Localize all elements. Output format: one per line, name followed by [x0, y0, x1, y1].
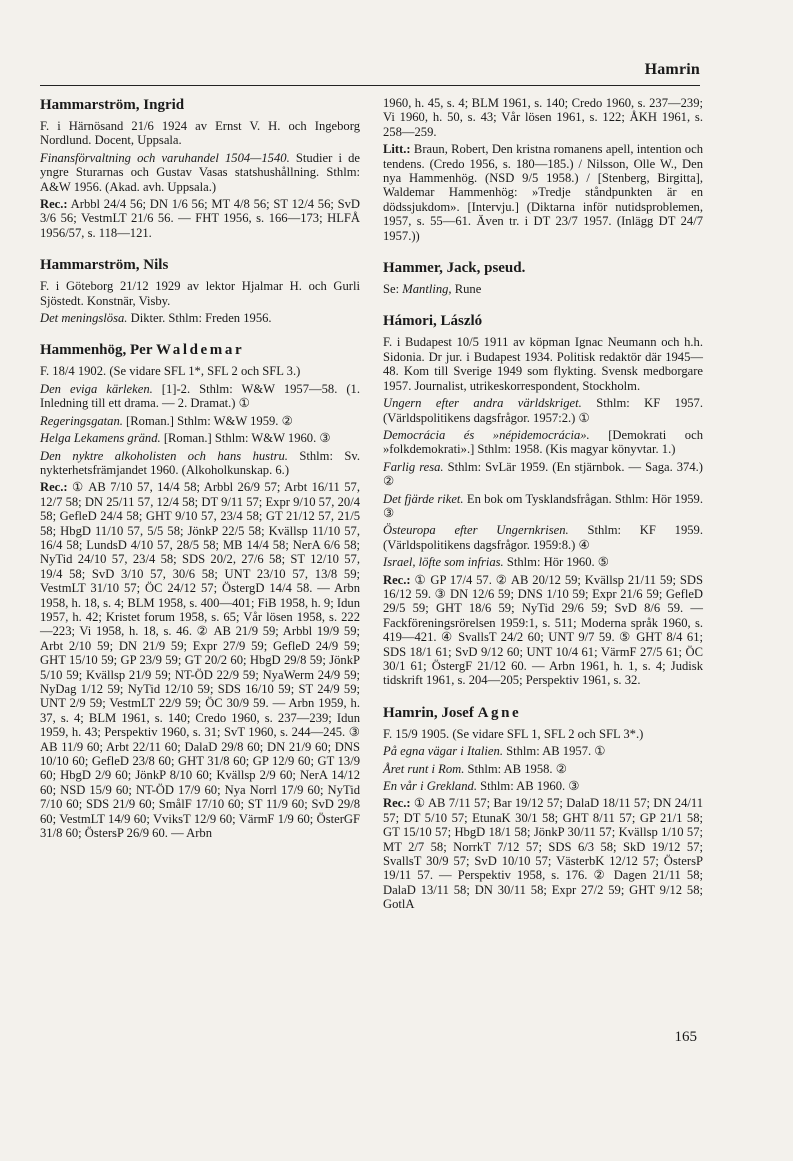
- work-details: Sthlm: KF 1957. (Världspolitikens dagsfrågor. 1957:2.) ①: [383, 396, 703, 425]
- header-rule: [40, 85, 700, 86]
- work-item: [383, 428, 703, 457]
- literature: [383, 142, 703, 243]
- reviews: [40, 480, 360, 840]
- rec-text: ① GP 17/4 57. ② AB 20/12 59; Kvällsp 21/11 59; SDS 16/12 59. ③ DN 12/6 59; DNS 1/10 59; Expr 21/6 59; GefleD 29/5 59; GHT 18/6 59; NyTid 29/6 59; SvD 8/6 59. — Fackföreningsrörelsen 1959:1, s. 511; Moderna språk 1960, s. 419—421. ④ SvallsT 24/2 60; UNT 9/7 59. ⑤ GHT 8/4 61; SDS 18/1 61; SvD 9/12 60; UNT 10/4 61; VärmF 27/5 61; ÖC 30/1 61; ÖstergF 21/12 60. — Arbn 1961, h. 1, s. 4; Judisk tidskrift 1961, s. 204—205; Perspektiv 1961, s. 32.: [383, 572, 703, 688]
- work-item: [40, 414, 360, 428]
- work-details: Dikter. Sthlm: Freden 1956.: [127, 311, 272, 326]
- work-item: [40, 382, 360, 411]
- work-title: Det fjärde riket.: [383, 491, 464, 506]
- see-title: Mantling,: [399, 282, 452, 297]
- entry-bio: F. 15/9 1905. (Se vidare SFL 1, SFL 2 och SFL 3*.): [383, 726, 644, 741]
- entry-heading: [40, 341, 360, 360]
- work-title: Regeringsgatan.: [40, 413, 123, 428]
- entry-heading-prefix: Hammenhög, Per: [40, 342, 156, 359]
- work-details: [Roman.] Sthlm: W&W 1960. ③: [160, 431, 331, 446]
- work-item: [383, 523, 703, 552]
- see-rest: Rune: [451, 282, 482, 297]
- reviews: [383, 573, 703, 688]
- work-title: Det meningslösa.: [40, 311, 128, 326]
- work-item: [383, 779, 703, 793]
- entry-hammer-jack: [383, 259, 703, 296]
- work-details: Sthlm: AB 1960. ③: [476, 779, 580, 794]
- work-item: [383, 460, 703, 489]
- work-title: Året runt i Rom.: [383, 761, 465, 776]
- entry-bio: F. 18/4 1902. (Se vidare SFL 1*, SFL 2 och SFL 3.): [40, 364, 301, 379]
- work-details: Sthlm: Hör 1960. ⑤: [503, 555, 610, 570]
- rec-text: Arbbl 24/4 56; DN 1/6 56; MT 4/8 56; ST 12/4 56; SvD 3/6 56; VestmLT 21/6 56. — FHT 1956, s. 166—173; HLFÅ 1956/57, s. 118—121.: [40, 197, 360, 240]
- continued-reviews: 1960, h. 45, s. 4; BLM 1961, s. 140; Credo 1960, s. 237—239; Vi 1960, h. 50, s. 43; Vår lösen 1961, s. 122; ÅKH 1961, s. 258—259.: [383, 96, 703, 139]
- rec-label: Rec.:: [40, 197, 68, 212]
- left-column: [40, 96, 360, 856]
- page-number: 165: [674, 1029, 697, 1045]
- work-details: Sthlm: KF 1959. (Världspolitikens dagsfrågor. 1959:8.) ④: [383, 523, 703, 552]
- entry-heading-prefix: Hamrin, Josef: [383, 704, 478, 721]
- work-details: Studier i de yngre Sturarnas och Gustav Vasas statshushållning. Sthlm: A&W 1956. (Akad. avh. Uppsala.): [40, 150, 360, 194]
- work-details: Sthlm: Sv. nykterhetsfrämjandet 1960. (Alkoholkunskap. 6.): [40, 448, 360, 477]
- work-details: [Demokrati och »folkdemokrati».] Sthlm: 1958. (Kis magyar könyvtar. 1.): [383, 427, 703, 457]
- work-title: Östeuropa efter Ungernkrisen.: [383, 523, 569, 538]
- entry-bio: F. i Budapest 10/5 1911 av köpman Ignac Neumann och h.h. Sidonia. Dr jur. i Budapest 1934. Politisk redaktör där 1945—48. Kom till Sverige 1949 som flykting. Svensk medborgare 1957. Journalist, utrikeskorrespondent, Stockholm.: [383, 335, 703, 393]
- entry-hammenhog-per-waldemar: [40, 341, 360, 840]
- see-reference: [383, 282, 703, 296]
- work-title: Helga Lekamens gränd.: [40, 431, 161, 446]
- running-head: Hamrin: [644, 61, 700, 78]
- work-details: Sthlm: AB 1958. ②: [464, 761, 568, 776]
- rec-text: ① AB 7/11 57; Bar 19/12 57; DalaD 18/11 57; DN 24/11 57; DT 5/10 57; EtunaK 30/1 58; GHT 8/11 57; GP 21/1 58; GT 15/10 57; HbgD 18/1 58; JönkP 30/11 57; Kvällsp 1/10 57; MT 2/7 58; NorrkT 7/12 57; SDS 6/3 58; SkD 19/12 57; SvallsT 30/9 57; SvD 10/10 57; VästerbK 12/12 57; ÖstersP 19/11 57. — Perspektiv 1958, s. 176. ② Dagen 21/11 58; DalaD 13/11 58; DN 30/11 58; Expr 27/2 59; GHT 9/12 58; GotlA: [383, 796, 703, 912]
- rec-label: Rec.:: [383, 796, 411, 811]
- entry-heading: Hammarström, Ingrid: [40, 97, 185, 113]
- rec-label: Rec.:: [40, 480, 68, 495]
- work-item: [383, 396, 703, 425]
- work-item: [383, 744, 703, 758]
- reviews: [383, 796, 703, 911]
- work-details: En bok om Tysklandsfrågan. Sthlm: Hör 1959. ③: [383, 491, 704, 520]
- work-title: Den nyktre alkoholisten och hans hustru.: [40, 448, 288, 463]
- entry-hammarstrom-ingrid: [40, 96, 360, 240]
- litt-text: Braun, Robert, Den kristna romanens apell, intention och tendens. (Credo 1956, s. 180—185.) / Nilsson, Olle W., Den nya Hammenhög. (NSD 9/5 1958.) / [Stenberg, Birgitta], Waldemar Hammenhög: »Tredje ståndpunkten är en dödssjukdom». [Intervju.] (Diktarna inför nutidsproblemen, 1957, s. 55—61. Även tr. i DT 23/7 1957. (Inlägg DT 24/7 1957.)): [383, 142, 703, 243]
- work-title: Ungern efter andra världskriget.: [383, 396, 582, 411]
- rec-text: ① AB 7/10 57, 14/4 58; Arbbl 26/9 57; Arbt 16/11 57, 12/7 58; DN 25/11 57, 12/4 58; DT 9/11 57; Expr 9/10 57, 20/4 58; GefleD 24/4 58; GHT 9/10 57, 23/4 58; GT 21/12 57, 21/5 58; HbgD 11/10 57, 5/5 58; JönkP 22/5 58; Kvällsp 11/10 57, 16/4 58; LundsD 4/10 57, 28/5 58; MB 14/4 58; NerA 6/6 58; NyTid 24/10 57, 23/4 58; SDS 20/2, 27/6 58; ST 12/10 57, 19/4 58; SvD 3/10 57, 30/6 58; UNT 23/10 57, 13/8 59; VestmLT 31/10 57; ÖC 24/12 57; ÖstergD 14/4 58. — Arbn 1958, h. 18, s. 4; BLM 1958, s. 400—401; FiB 1958, h. 9; Idun 1957, h. 42; Kristet forum 1958, s. 65; Vår lösen 1958, s. 222—223; Vi 1958, h. 18, s. 46. ② AB 21/9 59; Arbbl 19/9 59; Arbt 2/10 59; DN 21/9 59; Expr 27/9 59; GefleD 24/9 59; GHT 15/10 59; GP 23/9 59; GT 20/2 60; HbgD 29/8 59; JönkP 5/10 59; Kvällsp 21/9 59; NT-ÖD 22/9 59; NyaWerm 24/9 59; NyDag 1/12 59; NyTid 12/10 59; SDS 16/10 59; ST 24/9 59; UNT 2/9 59; VestmLT 22/9 59; ÖC 30/9 59. — Arbn 1959, h. 37, s. 4; BLM 1961, s. 140; Credo 1960, s. 237—239; Idun 1959, h. 43; Perspektiv 1960, s. 31; SvT 1960, s. 244—245. ③ AB 11/9 60; Arbt 22/11 60; DalaD 29/8 60; DN 21/9 60; DNS 10/10 60; GefleD 23/8 60; GHT 31/8 60; GP 12/9 60; GT 13/9 60; HbgD 2/9 60; JönkP 8/10 60; Kvällsp 2/9 60; NerA 14/12 60; NSD 15/9 60; NT-ÖD 17/9 60; Nya Norrl 17/9 60; NyTid 7/10 60; SDS 21/9 60; SmålF 17/10 60; ST 11/9 60; SvD 29/8 60; VestmLT 14/9 60; VviksT 12/9 60; VärmF 1/9 60; ÖsterGF 31/8 60; ÖstersP 26/9 60. — Arbn: [40, 480, 360, 841]
- work-item: [383, 492, 703, 521]
- litt-label: Litt.:: [383, 142, 411, 157]
- entry-heading: Hammer, Jack, pseud.: [383, 260, 526, 277]
- work-title: Den eviga kärleken.: [40, 381, 153, 396]
- entry-heading: Hammarström, Nils: [40, 257, 169, 274]
- entry-bio: F. i Härnösand 21/6 1924 av Ernst V. H. och Ingeborg Nordlund. Docent, Uppsala.: [40, 119, 360, 148]
- entry-heading-spaced: Agne: [477, 704, 522, 721]
- entry-hammarstrom-nils: [40, 256, 360, 325]
- work-details: [1]-2. Sthlm: W&W 1957—58. (1. Inledning till ett drama. — 2. Dramat.) ①: [40, 381, 360, 411]
- work-item: [383, 762, 703, 776]
- entry-heading-spaced: Waldemar: [155, 342, 245, 359]
- work-title: Farlig resa.: [383, 459, 444, 474]
- work-title: På egna vägar i Italien.: [383, 744, 503, 759]
- right-column: [383, 96, 703, 928]
- work-item: [40, 431, 360, 445]
- work-title: Israel, löfte som infrias.: [383, 555, 504, 570]
- work-item: [40, 311, 360, 325]
- entry-heading: [383, 704, 703, 723]
- work-title: Finansförvaltning och varuhandel 1504—1540.: [40, 150, 290, 165]
- work-title: En vår i Grekland.: [383, 779, 477, 794]
- work-details: Sthlm: AB 1957. ①: [502, 744, 606, 759]
- see-label: Se:: [383, 282, 400, 297]
- rec-label: Rec.:: [383, 572, 411, 587]
- work-details: [Roman.] Sthlm: W&W 1959. ②: [122, 413, 293, 428]
- work-item: [40, 449, 360, 478]
- entry-bio: F. i Göteborg 21/12 1929 av lektor Hjalmar H. och Gurli Sjöstedt. Konstnär, Visby.: [40, 279, 360, 308]
- entry-hamori-laszlo: [383, 312, 703, 687]
- entry-hamrin-josef-agne: [383, 704, 703, 912]
- work-item: [40, 151, 360, 194]
- entry-heading: Hámori, László: [383, 313, 483, 330]
- work-item: [383, 555, 703, 569]
- entry-continuation: [383, 96, 703, 243]
- reviews: [40, 197, 360, 240]
- work-title: Democrácia és »népidemocrácia».: [383, 427, 590, 442]
- work-details: Sthlm: SvLär 1959. (En stjärnbok. — Saga. 374.) ②: [383, 459, 703, 489]
